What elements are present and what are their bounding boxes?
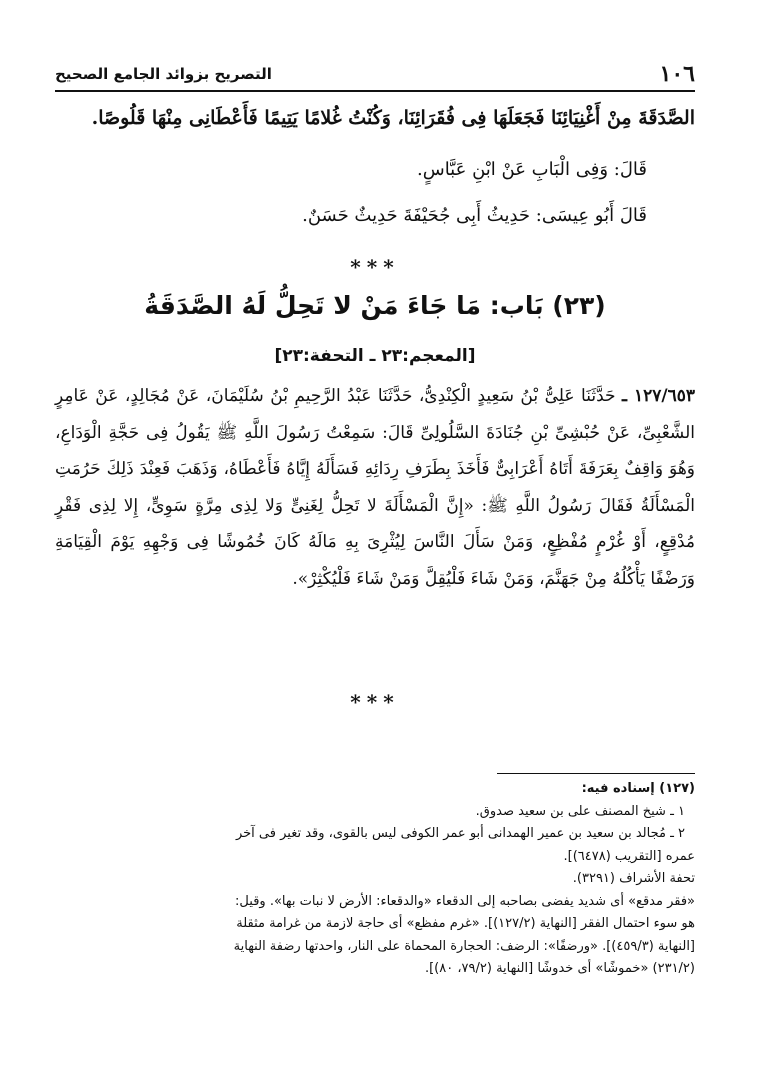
footnote-tuhfa: تحفة الأشراف (٣٢٩١). [572,871,695,886]
end-separator: *** [350,690,400,714]
chapter-reference: [المعجم:٢٣ ـ التحفة:٢٣] [274,346,476,366]
footnote-item-1: ١ ـ شيخ المصنف على بن سعيد صدوق. [475,803,685,819]
footnote-item-2: ٢ ـ مُجالد بن سعيد بن عمير الهمدانى أبو عمر الكوفى ليس بالقوى، وقد تغير فى آخر [235,826,685,841]
section-separator: *** [350,255,400,279]
footnote-gloss-4: (٢٣١/٢) «خموشًا» أى خدوشًا [النهاية (٧٩/٢، ٨٠)]. [424,961,695,976]
running-title: التصريح بزوائد الجامع الصحيح [55,65,272,83]
hadith-number: ١٢٧/٦٥٣ ـ [622,386,696,406]
footnote-divider [497,773,695,774]
footnotes [55,778,695,981]
intro-paragraph: الصَّدَقَةَ مِنْ أَغْنِيَائِنَا فَجَعَلَهَا فِى فُقَرَائِنَا، وَكُنْتُ غُلامًا يَتِيمًا فَأَعْطَانِى مِنْهَا قَلُوصًا. [91,107,695,129]
page-number: ١٠٦ [659,61,695,87]
footnote-gloss-1: «فقر مدقع» أى شديد يفضى بصاحبه إلى الدقعاء «والدقعاء: الأرض لا نبات بها». وقيل: [235,893,695,909]
intro-grading: قَالَ أَبُو عِيسَى: حَدِيثُ أَبِى جُحَيْفَةَ حَدِيثٌ حَسَنٌ. [302,205,647,226]
footnote-item-2-continued: عمره [التقريب (٦٤٧٨)]. [563,848,695,864]
footnote-heading: (١٢٧) إسناده فيه: [581,781,695,796]
hadith-text: حَدَّثَنَا عَلِىُّ بْنُ سَعِيدٍ الْكِنْدِىُّ، حَدَّثَنَا عَبْدُ الرَّحِيمِ بْنُ سُلَيْمَانَ، عَنْ مُجَالِدٍ، عَنْ عَامِرٍ الشَّعْبِىِّ، عَنْ حُبْشِىِّ بْنِ جُنَادَةَ السَّلُولِىِّ قَالَ: سَمِعْتُ رَسُولَ اللَّهِ ﷺ يَقُولُ فِى حَجَّةِ الْوَدَاعِ، وَهُوَ وَاقِفٌ بِعَرَفَةَ أَتَاهُ أَعْرَابِىٌّ فَأَخَذَ بِطَرَفِ رِدَائِهِ فَسَأَلَهُ إِيَّاهُ فَأَعْطَاهُ، وَذَهَبَ فَعِنْدَ ذَلِكَ حَرُمَتِ الْمَسْأَلَةُ فَقَالَ رَسُولُ اللَّهِ ﷺ: «إِنَّ الْمَسْأَلَةَ لا تَحِلُّ لِغَنِىٍّ وَلا لِذِى مِرَّةٍ سَوِىٍّ، إِلا لِذِى فَقْرٍ مُدْقِعٍ، أَوْ غُرْمٍ مُفْظِعٍ، وَمَنْ سَأَلَ النَّاسَ لِيُثْرِىَ بِهِ مَالَهُ كَانَ خُمُوشًا فِى وَجْهِهِ يَوْمَ الْقِيَامَةِ وَرَضْفًا يَأْكُلُهُ مِنْ جَهَنَّمَ، وَمَنْ شَاءَ فَلْيُقِلَّ وَمَنْ شَاءَ فَلْيُكْثِرْ». [55,386,695,589]
chapter-heading: (٢٣) بَاب: مَا جَاءَ مَنْ لا تَحِلُّ لَهُ الصَّدَقَةُ [144,291,606,320]
intro-chapter-note: قَالَ: وَفِى الْبَابِ عَنْ ابْنِ عَبَّاسٍ. [417,159,647,180]
footnote-gloss-3: [النهاية (٤٥٩/٣)]. «ورضفًا»: الرضف: الحجارة المحماة على النار، واحدتها رضفة النهاية [233,938,695,954]
header-divider [55,90,695,92]
hadith-paragraph [55,378,695,597]
footnote-gloss-2: هو سوء احتمال الفقر [النهاية (١٢٧/٢)]. «غرم مفظع» أى حاجة لازمة من غرامة مثقلة [236,916,695,931]
page-header [55,60,695,88]
